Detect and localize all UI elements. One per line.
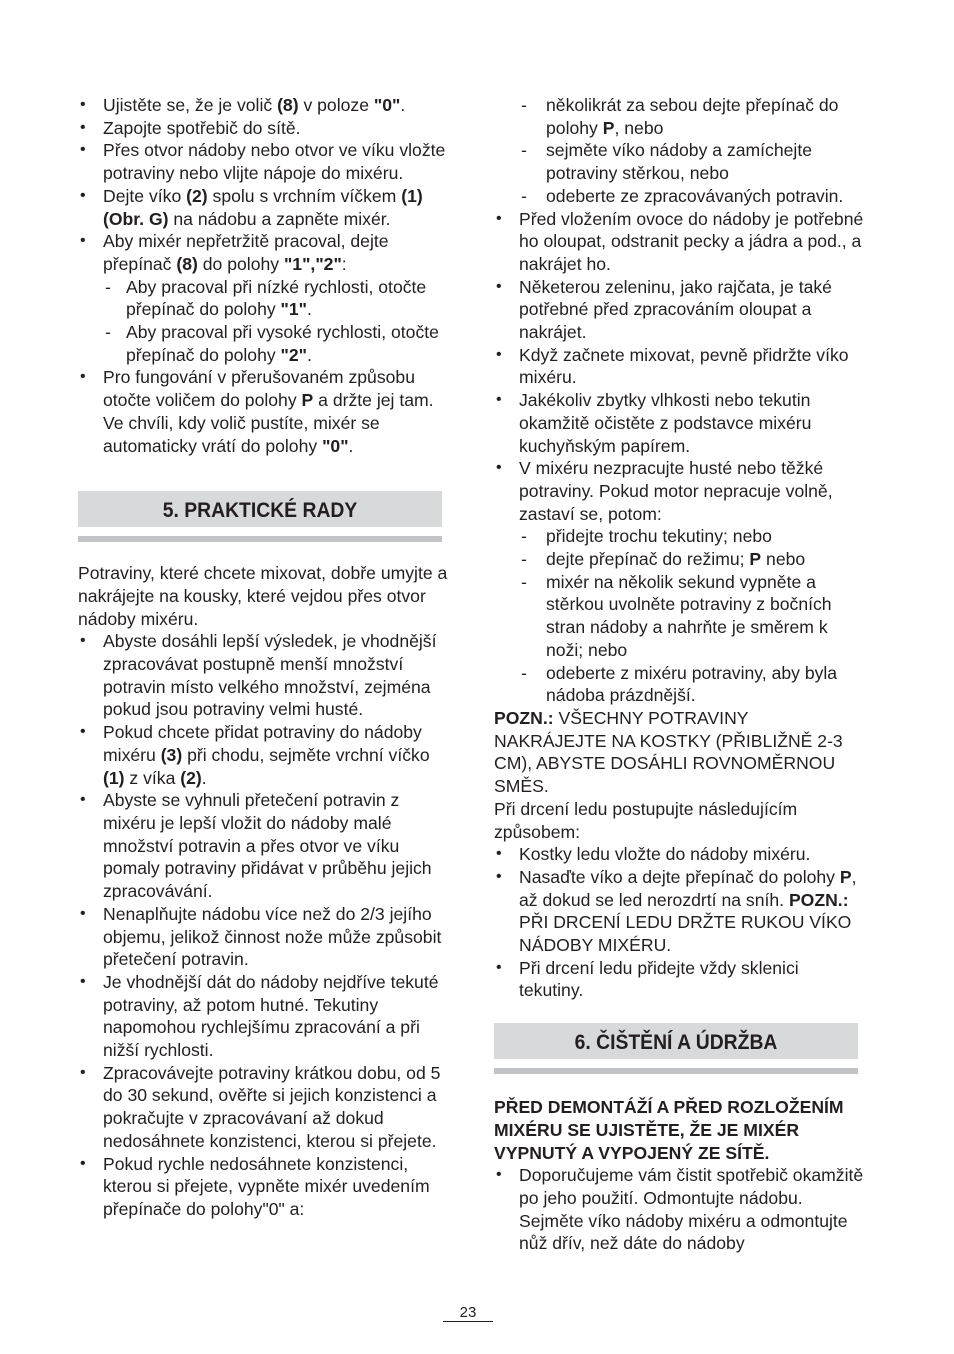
note-1 [494, 707, 864, 798]
list-item: • Abyste dosáhli lepší výsledek, je vhodnější zpracovávat postupně menší množství potravin místo velkého množství, zejména pokud jsou potraviny velmi husté. [78, 630, 448, 721]
dashes-mid-right [494, 525, 864, 707]
section-6-rule [494, 1068, 858, 1074]
section-5-heading-block [78, 491, 448, 542]
list-item: • Před vložením ovoce do nádoby je potřebné ho oloupat, odstranit pecky a jádra a pod., a nakrájet ho. [494, 208, 864, 276]
section-5-rule [78, 536, 442, 542]
dashes-top-left [78, 276, 448, 367]
dash-item: - mixér na několik sekund vypněte a stěrkou uvolněte potraviny z bočních stran nádoby a nahrňte je směrem k noži; nebo [494, 571, 864, 662]
bullets-top-left [78, 94, 448, 276]
dash-item: - Aby pracoval při nízké rychlosti, otočte přepínač do polohy "1". [78, 276, 448, 321]
list-item: • Pokud chcete přidat potraviny do nádoby mixéru (3) při chodu, sejměte vrchní víčko (1) z víka (2). [78, 721, 448, 789]
list-item: • Abyste se vyhnuli přetečení potravin z mixéru je lepší vložit do nádoby malé množství potravin a přes otvor ve víku pomaly potraviny přidávat v průběhu jejich zpracovávání. [78, 789, 448, 903]
section-5-intro: Potraviny, které chcete mixovat, dobře umyjte a nakrájejte na kousky, které vejdou přes otvor nádoby mixéru. [78, 563, 448, 629]
section-5-title: 5. PRAKTICKÉ RADY [162, 498, 358, 523]
dash-item: - několikrát za sebou dejte přepínač do polohy P, nebo [494, 94, 864, 139]
section-6-heading-block [494, 1023, 864, 1074]
section-6-title: 6. ČIŠTĚNÍ A ÚDRŽBA [574, 1030, 778, 1055]
ice-intro: Při drcení ledu postupujte následujícím způsobem: [494, 798, 798, 842]
list-item: • Nenaplňujte nádobu více než do 2/3 jejího objemu, jelikož činnost nože může způsobit přetečení potravin. [78, 903, 448, 971]
dash-item: - odeberte ze zpracovávaných potravin. [494, 185, 864, 208]
dash-item: - Aby pracoval při vysoké rychlosti, otočte přepínač do polohy "2". [78, 321, 448, 366]
list-item: • Při drcení ledu přidejte vždy sklenici tekutiny. [494, 957, 864, 1002]
dashes-top-right [494, 94, 864, 208]
section-5-bullets [78, 630, 448, 1220]
list-item: • Dejte víko (2) spolu s vrchním víčkem (1) (Obr. G) na nádobu a zapněte mixér. [78, 185, 448, 230]
page-number-rule [443, 1321, 493, 1322]
list-item: • Ujistěte se, že je volič (8) v poloze "0". [78, 94, 448, 117]
list-item: • Pokud rychle nedosáhnete konzistenci, kterou si přejete, vypněte mixér uvedením přepínače do polohy"0" a: [78, 1153, 448, 1221]
list-item: • Je vhodnější dát do nádoby nejdříve tekuté potraviny, až potom hutné. Tekutiny napomohou rychlejšímu zpracování a při nižší rychlosti. [78, 971, 448, 1062]
dash-item: - sejměte víko nádoby a zamíchejte potraviny stěrkou, nebo [494, 139, 864, 184]
note-text: POZN.: VŠECHNY POTRAVINY NAKRÁJEJTE NA KOSTKY (PŘIBLIŽNĚ 2-3 CM), ABYSTE DOSÁHLI ROVNOMĚRNOU SMĚS. [494, 707, 843, 797]
dash-item: - dejte přepínač do režimu; P nebo [494, 548, 864, 571]
dash-item: - odeberte z mixéru potraviny, aby byla nádoba prázdnější. [494, 662, 864, 707]
dash-item: - přidejte trochu tekutiny; nebo [494, 525, 864, 548]
list-item: • Zpracovávejte potraviny krátkou dobu, od 5 do 30 sekund, ověřte si jejich konzistenci a pokračujte v zpracovávaní až dokud nedosáhnete konzistenci, kterou si přejete. [78, 1062, 448, 1153]
list-item: • Jakékoliv zbytky vlhkosti nebo tekutin okamžitě očistěte z podstavce mixéru kuchyňským papírem. [494, 389, 864, 457]
section-6-warning: PŘED DEMONTÁŽÍ A PŘED ROZLOŽENÍM MIXÉRU SE UJISTĚTE, ŽE JE MIXÉR VYPNUTÝ A VYPOJENÝ ZE SÍTĚ. [494, 1097, 844, 1163]
ice-bullets [494, 843, 864, 1002]
list-item: • Zapojte spotřebič do sítě. [78, 117, 448, 140]
list-item: • Doporučujeme vám čistit spotřebič okamžitě po jeho použití. Odmontujte nádobu. Sejměte víko nádoby mixéru a odmontujte nůž dřív, než dáte do nádoby [494, 1164, 864, 1255]
list-item: • V mixéru nezpracujte husté nebo těžké potraviny. Pokud motor nepracuje volně, zastaví se, potom: [494, 457, 864, 525]
bullet-pulse [78, 366, 448, 457]
page-number: 23 [459, 1304, 477, 1321]
list-item: • Kostky ledu vložte do nádoby mixéru. [494, 843, 864, 866]
list-item: • Když začnete mixovat, pevně přidržte víko mixéru. [494, 344, 864, 389]
list-item: • Nasaďte víko a dejte přepínač do polohy P, až dokud se led nerozdrtí na sníh. POZN.: PŘI DRCENÍ LEDU DRŽTE RUKOU VÍKO NÁDOBY MIXÉRU. [494, 866, 864, 957]
right-column [494, 94, 864, 1255]
list-item: • Aby mixér nepřetržitě pracoval, dejte přepínač (8) do polohy "1","2": [78, 230, 448, 275]
bullets-mid-right [494, 208, 864, 526]
list-item: • Pro fungování v přerušovaném způsobu otočte voličem do polohy P a držte jej tam. Ve chvíli, kdy volič pustíte, mixér se automaticky vrátí do polohy "0". [78, 366, 448, 457]
section-6-bullets [494, 1164, 864, 1255]
list-item: • Něketerou zeleninu, jako rajčata, je také potřebné před zpracováním oloupat a nakrájet. [494, 276, 864, 344]
left-column [78, 94, 448, 1221]
list-item: • Přes otvor nádoby nebo otvor ve víku vložte potraviny nebo vlijte nápoje do mixéru. [78, 139, 448, 184]
